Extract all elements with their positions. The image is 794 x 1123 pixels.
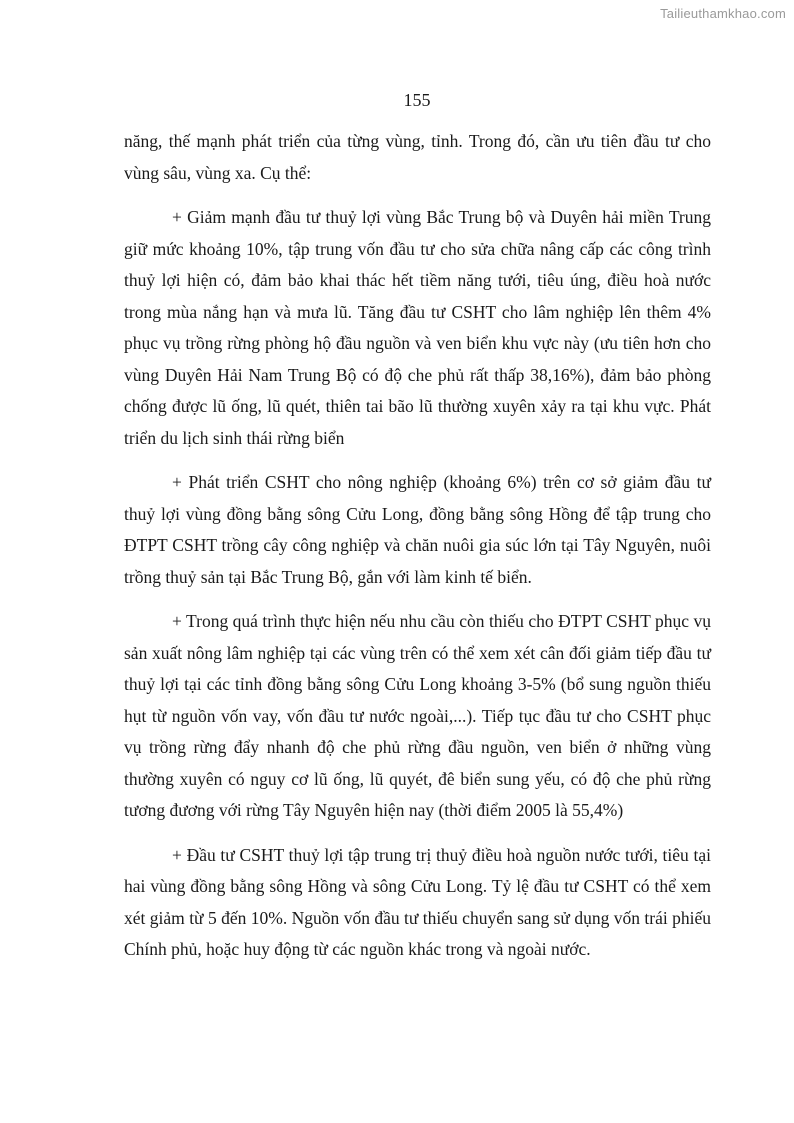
paragraph-intro: năng, thế mạnh phát triển của từng vùng, tỉnh. Trong đó, cần ưu tiên đầu tư cho vùng sâu, vùng xa. Cụ thể: bbox=[124, 131, 711, 183]
paragraph-bullet-1: + Giảm mạnh đầu tư thuỷ lợi vùng Bắc Trung bộ và Duyên hải miền Trung giữ mức khoảng 10%, tập trung vốn đầu tư cho sửa chữa nâng cấp các công trình thuỷ lợi hiện có, đảm bảo khai thác hết tiềm năng tưới, tiêu úng, điều hoà nước trong mùa nắng hạn và mưa lũ. Tăng đầu tư CSHT cho lâm nghiệp lên thêm 4% phục vụ trồng rừng phòng hộ đầu nguồn và ven biển khu vực này (ưu tiên hơn cho vùng Duyên Hải Nam Trung Bộ có độ che phủ rất thấp 38,16%), đảm bảo phòng chống được lũ ống, lũ quét, thiên tai bão lũ thường xuyên xảy ra tại khu vực. Phát triển du lịch sinh thái rừng biển bbox=[124, 207, 711, 448]
paragraph-bullet-2: + Phát triển CSHT cho nông nghiệp (khoảng 6%) trên cơ sở giảm đầu tư thuỷ lợi vùng đồng bằng sông Cửu Long, đồng bằng sông Hồng để tập trung cho ĐTPT CSHT trồng cây công nghiệp và chăn nuôi gia súc lớn tại Tây Nguyên, nuôi trồng thuỷ sản tại Bắc Trung Bộ, gắn với làm kinh tế biển. bbox=[124, 472, 711, 587]
document-body bbox=[124, 126, 711, 979]
watermark-text: Tailieuthamkhao.com bbox=[660, 6, 786, 21]
paragraph-bullet-4: + Đầu tư CSHT thuỷ lợi tập trung trị thuỷ điều hoà nguồn nước tưới, tiêu tại hai vùng đồng bằng sông Hồng và sông Cửu Long. Tỷ lệ đầu tư CSHT có thể xem xét giảm từ 5 đến 10%. Nguồn vốn đầu tư thiếu chuyển sang sử dụng vốn trái phiếu Chính phủ, hoặc huy động từ các nguồn khác trong và ngoài nước. bbox=[124, 844, 711, 959]
page-number: 155 bbox=[403, 90, 431, 110]
paragraph-bullet-3: + Trong quá trình thực hiện nếu nhu cầu còn thiếu cho ĐTPT CSHT phục vụ sản xuất nông lâm nghiệp tại các vùng trên có thể xem xét cân đối giảm tiếp đầu tư thuỷ lợi tại các tỉnh đồng bằng sông Cửu Long khoảng 3-5% (bổ sung nguồn thiếu hụt từ nguồn vốn vay, vốn đầu tư nước ngoài,...). Tiếp tục đầu tư cho CSHT phục vụ trồng rừng đẩy nhanh độ che phủ rừng đầu nguồn, ven biển ở những vùng thường xuyên có nguy cơ lũ ống, lũ quyét, đê biển sung yếu, có độ che phủ rừng tương đương với rừng Tây Nguyên hiện nay (thời điểm 2005 là 55,4%) bbox=[124, 611, 711, 820]
